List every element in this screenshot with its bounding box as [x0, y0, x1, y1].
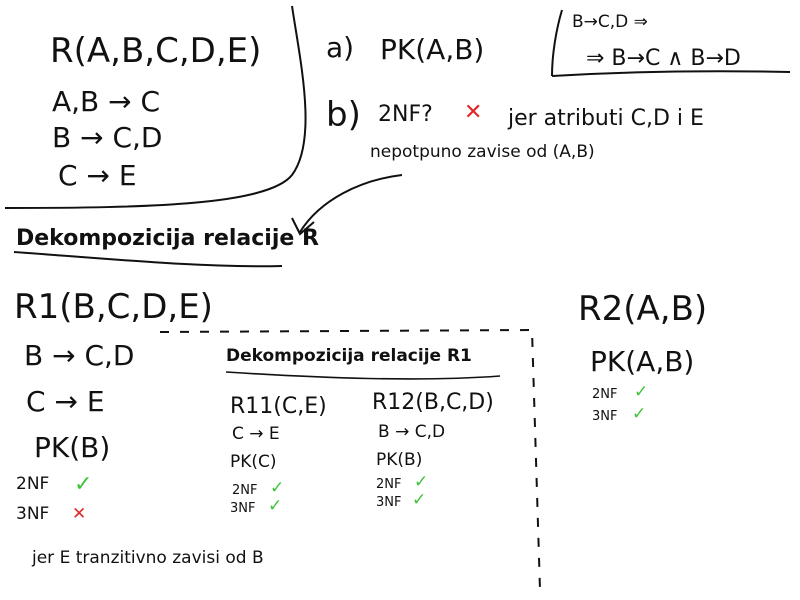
r2-3nf-check-icon: ✓: [632, 404, 647, 424]
r2-3nf-label: 3NF: [592, 409, 618, 424]
r12-dependency: B → C,D: [378, 422, 446, 442]
r2-2nf-check-icon: ✓: [634, 382, 649, 402]
r12-3nf-check-icon: ✓: [412, 490, 427, 510]
r2-name: R2(A,B): [578, 289, 708, 329]
part-b-reason-line-1: jer atributi C,D i E: [508, 106, 704, 131]
part-b-cross-icon: ✕: [464, 100, 483, 125]
r2-2nf-label: 2NF: [592, 387, 618, 402]
relation-name: R(A,B,C,D,E): [50, 31, 262, 71]
r1-decomp-underline: [226, 372, 500, 379]
r11-name: R11(C,E): [230, 394, 327, 419]
r1-primary-key: PK(B): [34, 431, 111, 464]
r12-2nf-check-icon: ✓: [414, 472, 429, 492]
r1-decomposition-title: Dekompozicija relacije R1: [226, 346, 472, 366]
r12-name: R12(B,C,D): [372, 390, 494, 415]
decomp-arrow: [300, 175, 402, 232]
r1-reason: jer E tranzitivno zavisi od B: [32, 548, 264, 568]
r1-3nf-cross-icon: ✕: [72, 504, 87, 524]
corner-underline: [552, 71, 790, 76]
r12-2nf-label: 2NF: [376, 477, 402, 492]
corner-note-line-1: B→C,D ⇒: [572, 12, 648, 32]
part-a-primary-key: PK(A,B): [380, 33, 485, 66]
r1-2nf-label: 2NF: [16, 474, 50, 494]
r12-primary-key: PK(B): [376, 450, 423, 470]
part-a-label: a): [326, 31, 355, 64]
r11-2nf-check-icon: ✓: [270, 478, 285, 498]
r11-2nf-label: 2NF: [232, 483, 258, 498]
corner-note-line-2: ⇒ B→C ∧ B→D: [586, 46, 741, 71]
r11-dependency: C → E: [232, 424, 280, 444]
r1-dependency-1: B → C,D: [24, 339, 135, 372]
dependency-1: A,B → C: [52, 85, 161, 118]
r12-3nf-label: 3NF: [376, 495, 402, 510]
dependency-2: B → C,D: [52, 121, 163, 154]
part-b-label: b): [326, 95, 361, 135]
r1-name: R1(B,C,D,E): [14, 287, 213, 327]
r2-primary-key: PK(A,B): [590, 345, 695, 378]
part-b-question: 2NF?: [378, 102, 433, 127]
r11-3nf-check-icon: ✓: [268, 496, 283, 516]
r1-2nf-check-icon: ✓: [74, 472, 93, 497]
decomposition-title: Dekompozicija relacije R: [16, 226, 319, 251]
r1-3nf-label: 3NF: [16, 504, 50, 524]
dependency-3: C → E: [58, 159, 137, 192]
part-b-reason-line-2: nepotpuno zavise od (A,B): [370, 142, 595, 162]
decomp-title-underline: [14, 252, 282, 266]
r1-dependency-2: C → E: [26, 385, 105, 418]
r11-primary-key: PK(C): [230, 452, 277, 472]
corner-bracket: [552, 10, 562, 76]
r11-3nf-label: 3NF: [230, 501, 256, 516]
